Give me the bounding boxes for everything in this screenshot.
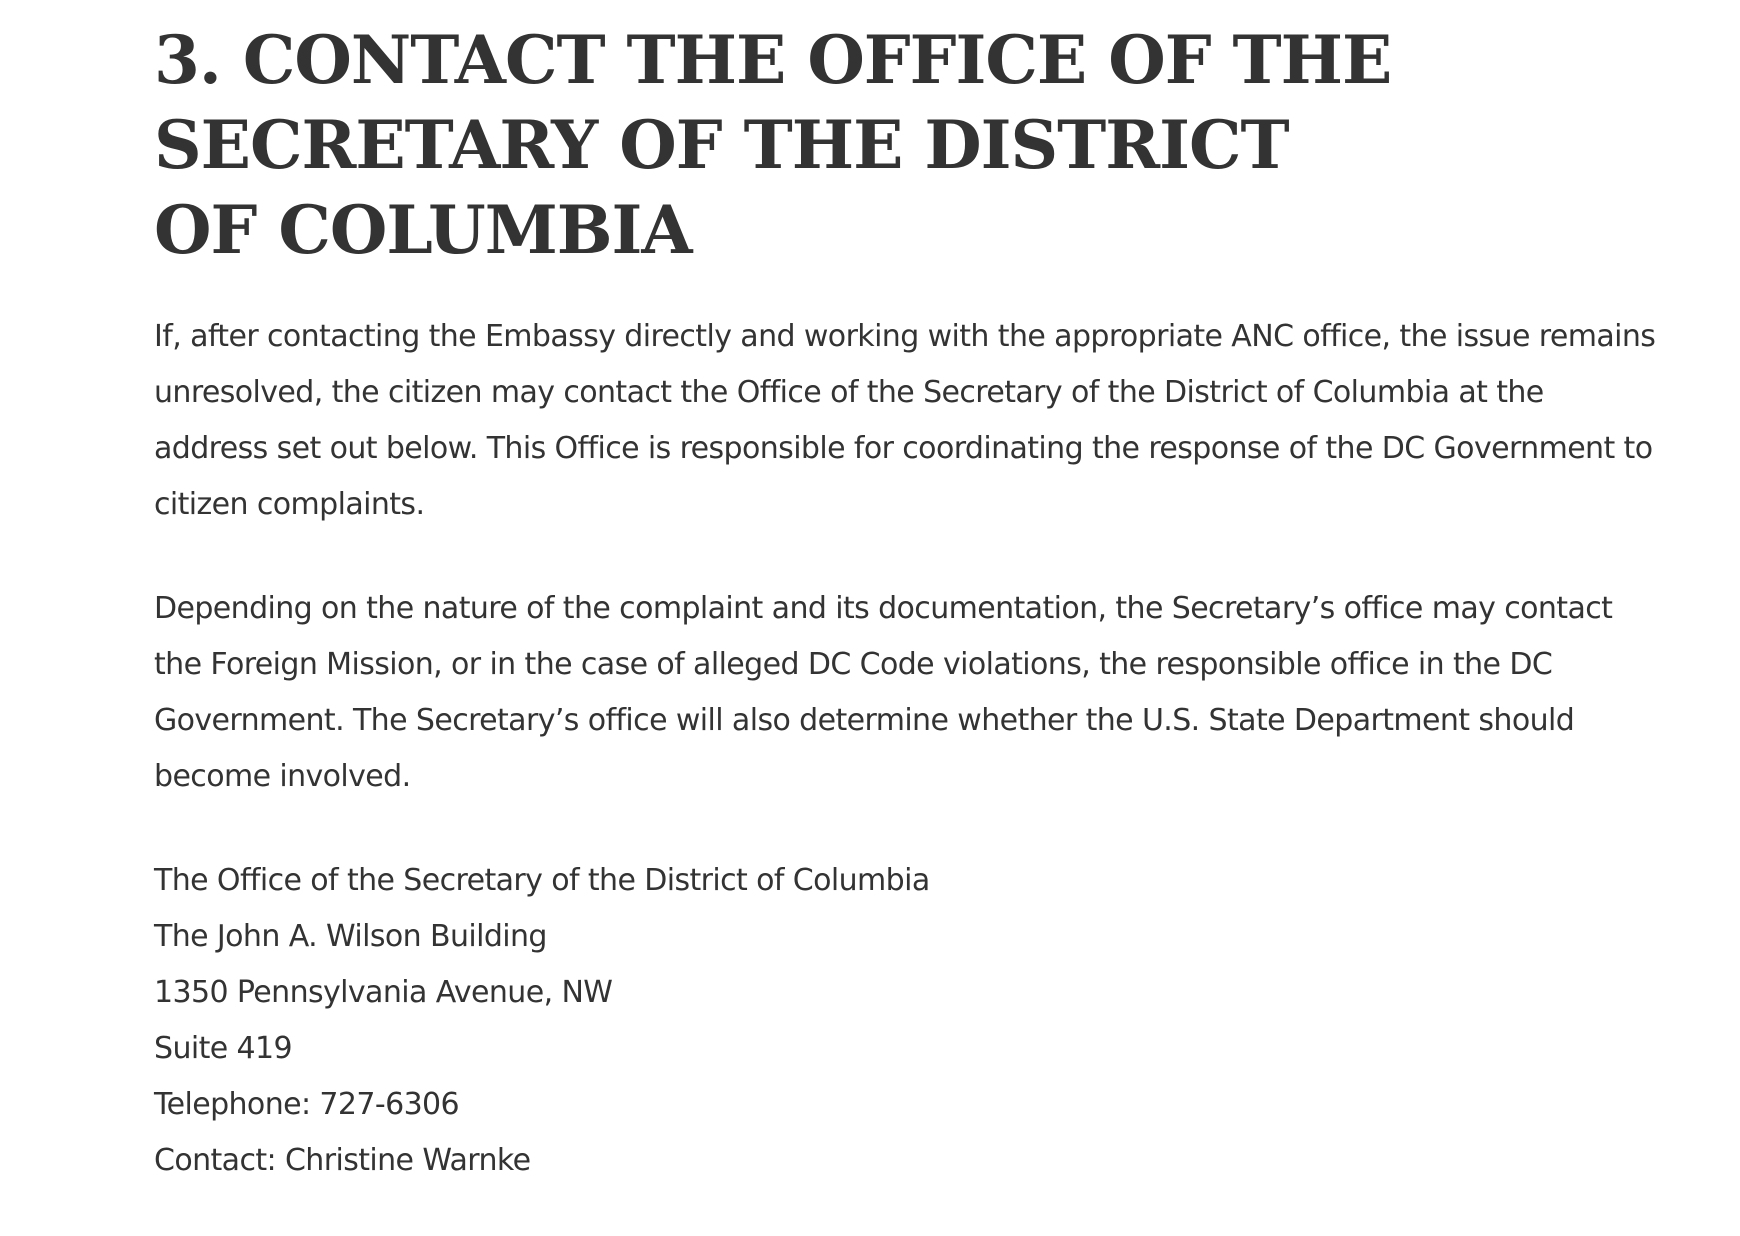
paragraph-secretary-role: Depending on the nature of the complaint and its documentation, the Secretary’s office may contact the Foreign Mission, or in the case of alleged DC Code violations, the responsible office in the DC Government. The Secretary’s office will also determine whether the U.S. State Department should become involved. [154,591,1613,794]
paragraph-escalation: If, after contacting the Embassy directly and working with the appropriate ANC office, the issue remains unresolved, the citizen may contact the Office of the Secretary of the District of Columbia at the address set out below. This Office is responsible for coordinating the response of the DC Government to citizen complaints. [154,319,1656,522]
address-office: The Office of the Secretary of the District of Columbia [154,863,930,898]
address-telephone: Telephone: 727-6306 [154,1087,460,1122]
address-building: The John A. Wilson Building [154,919,547,954]
address-contact: Contact: Christine Warnke [154,1143,531,1178]
address-suite: Suite 419 [154,1031,293,1066]
address-street: 1350 Pennsylvania Avenue, NW [154,975,613,1010]
article-section [154,18,1664,1189]
section-heading: 3. CONTACT THE OFFICE OF THE SECRETARY OF THE DISTRICT OF COLUMBIA [154,21,1392,269]
address-block [154,853,1664,1189]
